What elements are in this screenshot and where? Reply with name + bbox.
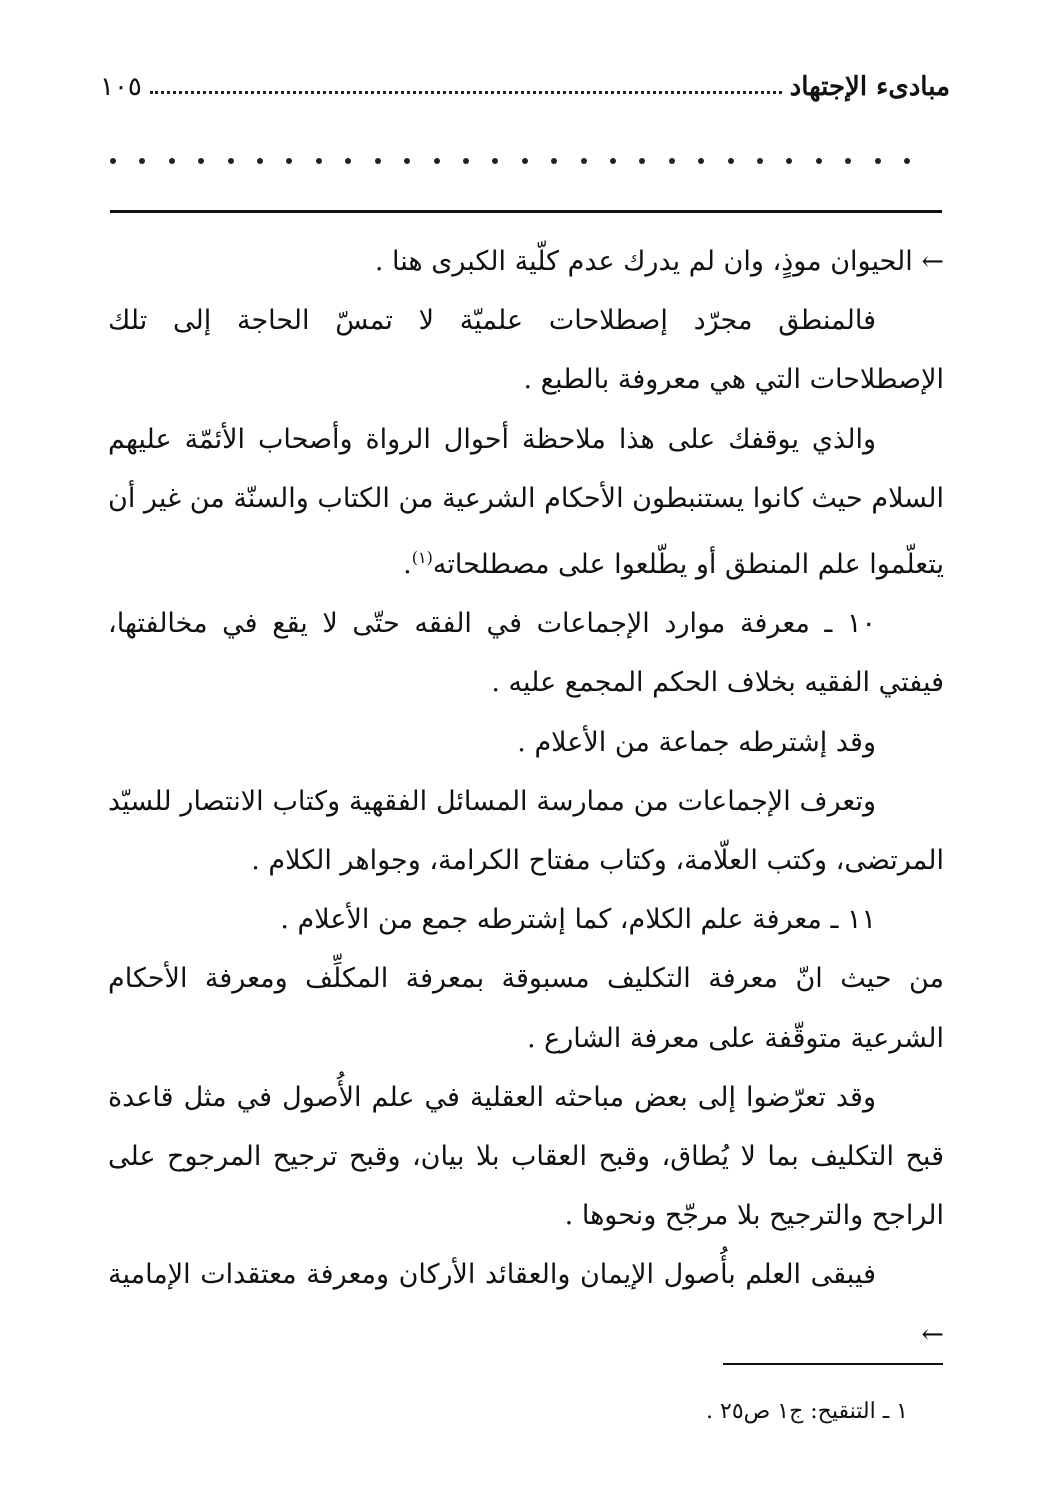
ornament-dot — [492, 158, 498, 164]
footnote: ١ ـ التنقيح: ج١ ص٢٥ . — [706, 1399, 908, 1424]
ornament-dot — [522, 158, 528, 164]
ornament-dot — [434, 158, 440, 164]
footnote-ref: (١) — [411, 548, 433, 568]
paragraph: ١١ ـ معرفة علم الكلام، كما إشترطه جمع من الأعلام . — [280, 904, 876, 936]
header-title: مبادىء الإجتهاد — [789, 72, 950, 102]
ornament-dot — [375, 158, 381, 164]
paragraph: ١٠ ـ معرفة موارد الإجماعات في الفقه حتّى لا يقع في مخالفتها، فيفتي الفقيه بخلاف الحكم المجمع عليه . — [108, 608, 944, 699]
ornament-dot — [610, 158, 616, 164]
ornament-dot — [404, 158, 410, 164]
paragraph: ← الحيوان موذٍ، وان لم يدرك عدم كلّية الكبرى هنا . — [374, 246, 944, 277]
ornament-dot — [698, 158, 704, 164]
ornament-dot — [316, 158, 322, 164]
dot-ornament — [110, 158, 910, 164]
paragraph: وتعرف الإجماعات من ممارسة المسائل الفقهية وكتاب الانتصار للسيّد المرتضى، وكتب العلّامة، وكتاب مفتاح الكرامة، وجواهر الكلام . — [108, 785, 944, 877]
body-text — [108, 232, 944, 1364]
ornament-dot — [463, 158, 469, 164]
ornament-dot — [639, 158, 645, 164]
paragraph: وقد إشترطه جماعة من الأعلام . — [517, 726, 876, 758]
paragraph: وقد تعرّضوا إلى بعض مباحثه العقلية في علم الأُصول في مثل قاعدة قبح التكليف بما لا يُطاق، وقبح العقاب بلا بيان، وقبح ترجيح المرجوح على الراجح والترجيح بلا مرجّح ونحوها . — [108, 1081, 944, 1232]
ornament-dot — [757, 158, 763, 164]
paragraph: والذي يوقفك على هذا ملاحظة أحوال الرواة وأصحاب الأئمّة عليهم السلام حيث كانوا يستنبطون الأحكام الشرعية من الكتاب والسنّة من غير أن يتعلّموا علم المنطق أو يطّلعوا على مصطلحاته$^{(١)}$. — [108, 423, 945, 581]
ornament-dot — [669, 158, 675, 164]
footnote-rule — [723, 1363, 943, 1365]
ornament-dot — [228, 158, 234, 164]
ornament-dot — [286, 158, 292, 164]
running-header — [100, 62, 950, 112]
ornament-dot — [139, 158, 145, 164]
header-rule — [110, 210, 942, 213]
ornament-dot — [110, 158, 116, 164]
ornament-dot — [845, 158, 851, 164]
ornament-dot — [345, 158, 351, 164]
ornament-dot — [257, 158, 263, 164]
ornament-dot — [816, 158, 822, 164]
paragraph: فالمنطق مجرّد إصطلاحات علميّة لا تمسّ الحاجة إلى تلك الإصطلاحات التي هي معروفة بالطبع . — [108, 305, 944, 396]
ornament-dot — [551, 158, 557, 164]
paragraph: فيبقى العلم بأُصول الإيمان والعقائد الأركان ومعرفة معتقدات الإمامية ← — [108, 1259, 944, 1350]
ornament-dot — [169, 158, 175, 164]
ornament-dot — [728, 158, 734, 164]
ornament-dot — [786, 158, 792, 164]
ornament-dot — [875, 158, 881, 164]
page-number: ١٠٥ — [100, 72, 142, 102]
ornament-dot — [904, 158, 910, 164]
paragraph: من حيث انّ معرفة التكليف مسبوقة بمعرفة المكلِّف ومعرفة الأحكام الشرعية متوقّفة على معرفة الشارع . — [108, 963, 944, 1054]
ornament-dot — [581, 158, 587, 164]
ornament-dot — [198, 158, 204, 164]
dotted-leader — [150, 91, 782, 94]
